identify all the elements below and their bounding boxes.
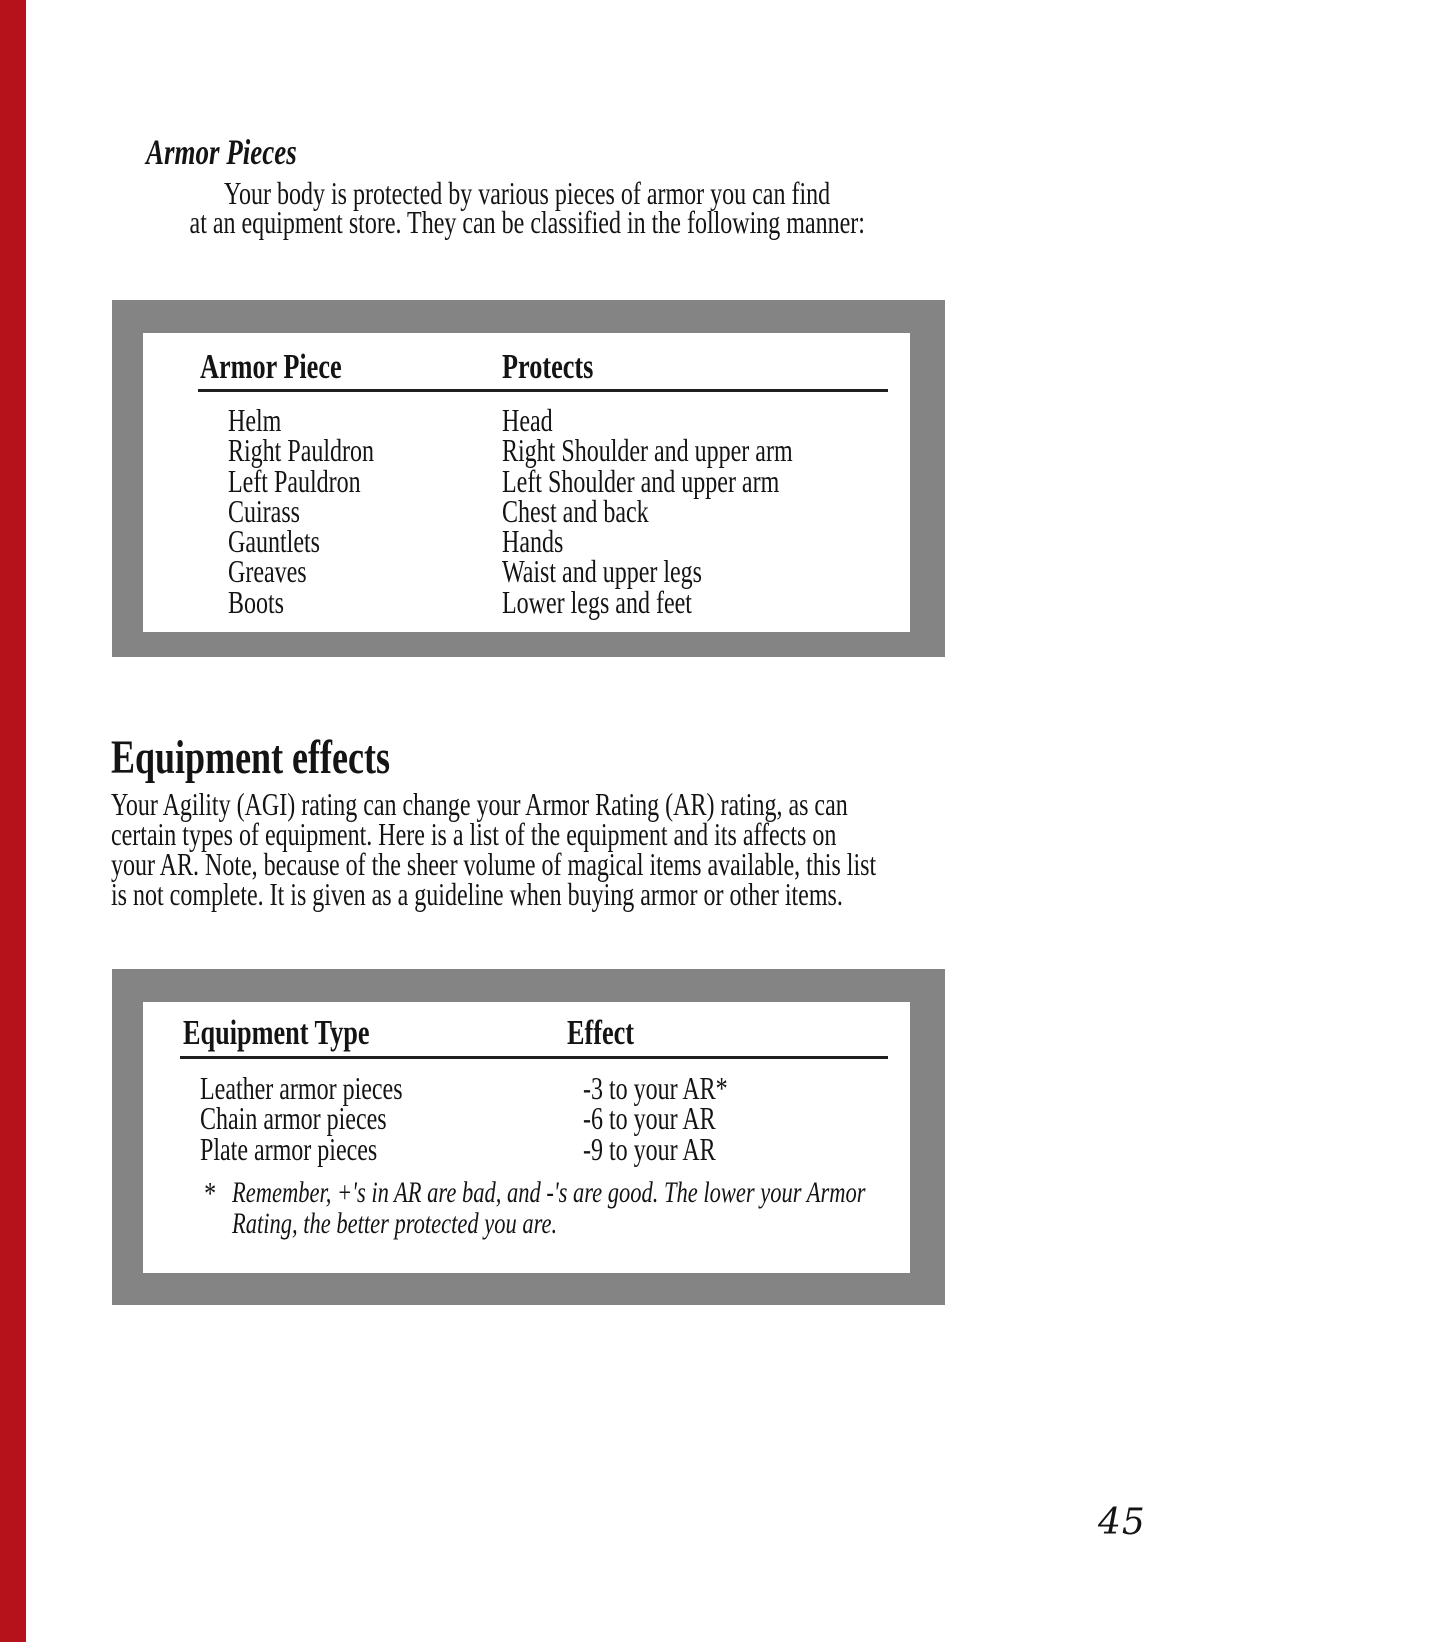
intro-line-text: at an equipment store. They can be classified in the following manner: — [189, 204, 865, 240]
equipment-effects-heading — [111, 733, 483, 783]
table-cell — [502, 462, 889, 499]
footnote-marker — [203, 1175, 219, 1211]
cell-text: Left Pauldron — [228, 462, 361, 499]
paragraph-line-text: Your Agility (AGI) rating can change your Armor Rating (AR) rating, as can — [111, 786, 848, 822]
cell-text: Chest and back — [502, 492, 649, 529]
cell-text: Head — [502, 402, 553, 438]
armor-piece-header-text: Armor Piece — [200, 347, 342, 386]
paragraph-line-text: your AR. Note, because of the sheer volume of magical items available, this list — [111, 846, 877, 882]
table-cell — [200, 1100, 470, 1137]
footnote-marker-text: * — [203, 1175, 215, 1211]
equipment-effects-paragraph — [111, 786, 1131, 912]
paragraph-line-text: certain types of equipment. Here is a list of the equipment and its affects on — [111, 816, 837, 852]
cell-text: Hands — [502, 523, 564, 560]
table-cell — [228, 583, 423, 620]
footnote-line-text: Rating, the better protected you are. — [232, 1206, 558, 1240]
table-cell — [583, 1130, 776, 1167]
table-cell — [502, 553, 889, 590]
cell-text: Left Shoulder and upper arm — [502, 462, 780, 499]
table-cell — [228, 523, 423, 560]
effect-header-text: Effect — [567, 1013, 635, 1052]
cell-text: Plate armor pieces — [200, 1130, 378, 1167]
table-cell — [200, 1070, 470, 1106]
armor-piece-column — [228, 402, 423, 620]
page-edge-stripe — [0, 0, 26, 1642]
cell-text: Helm — [228, 402, 282, 438]
paragraph-line — [111, 876, 1131, 912]
equipment-type-column-header — [183, 1013, 432, 1052]
footnote-line-text: Remember, +'s in AR are bad, and -'s are good. The lower your Armor — [232, 1176, 866, 1209]
armor-table-panel — [112, 300, 945, 657]
table-cell — [228, 432, 423, 469]
paragraph-line-text: is not complete. It is given as a guideline when buying armor or other items. — [111, 876, 843, 912]
footnote-line — [232, 1178, 1077, 1209]
cell-text: Chain armor pieces — [200, 1100, 387, 1137]
footnote — [232, 1178, 1077, 1239]
effect-column — [583, 1070, 776, 1167]
cell-text: Leather armor pieces — [200, 1070, 403, 1106]
table-cell — [502, 523, 889, 560]
armor-pieces-heading — [146, 133, 347, 171]
equipment-type-header-text: Equipment Type — [183, 1013, 370, 1052]
armor-pieces-heading-text: Armor Pieces — [146, 132, 297, 172]
armor-piece-column-header — [200, 347, 389, 386]
paragraph-line — [111, 846, 1131, 882]
table-cell — [228, 462, 423, 499]
table-cell — [583, 1100, 776, 1137]
cell-text: Greaves — [228, 553, 307, 590]
cell-text: Right Pauldron — [228, 432, 375, 469]
page-number: 45 — [1098, 1502, 1146, 1543]
effect-column-header — [567, 1013, 656, 1052]
protects-column — [502, 402, 889, 620]
paragraph-line — [111, 816, 1131, 852]
table-cell — [502, 432, 889, 469]
table-cell — [583, 1070, 776, 1106]
table-cell — [228, 553, 423, 590]
cell-text: Gauntlets — [228, 523, 320, 560]
cell-text: -6 to your AR — [583, 1100, 716, 1137]
header-rule — [198, 389, 888, 392]
cell-text: -3 to your AR* — [583, 1070, 728, 1106]
cell-text: Waist and upper legs — [502, 553, 703, 590]
table-cell — [200, 1130, 470, 1167]
table-cell — [502, 402, 889, 438]
footnote-line — [232, 1206, 1077, 1240]
cell-text: Cuirass — [228, 492, 300, 529]
table-cell — [502, 583, 889, 620]
protects-column-header — [502, 347, 624, 386]
effects-table-panel — [112, 969, 945, 1305]
intro-line-text: Your body is protected by various pieces of armor you can find — [223, 175, 831, 211]
cell-text: -9 to your AR — [583, 1130, 716, 1167]
armor-intro-paragraph — [112, 175, 942, 240]
equipment-type-column — [200, 1070, 470, 1167]
cell-text: Lower legs and feet — [502, 583, 692, 620]
header-rule — [180, 1056, 888, 1059]
protects-header-text: Protects — [502, 347, 594, 386]
cell-text: Right Shoulder and upper arm — [502, 432, 793, 469]
intro-line — [112, 204, 942, 240]
paragraph-line — [111, 786, 1131, 822]
armor-table-inner — [143, 333, 910, 632]
table-cell — [228, 402, 423, 438]
table-cell — [502, 492, 889, 529]
effects-table-inner — [143, 1002, 910, 1273]
table-cell — [228, 492, 423, 529]
cell-text: Boots — [228, 583, 285, 620]
equipment-effects-heading-text: Equipment effects — [111, 731, 390, 784]
